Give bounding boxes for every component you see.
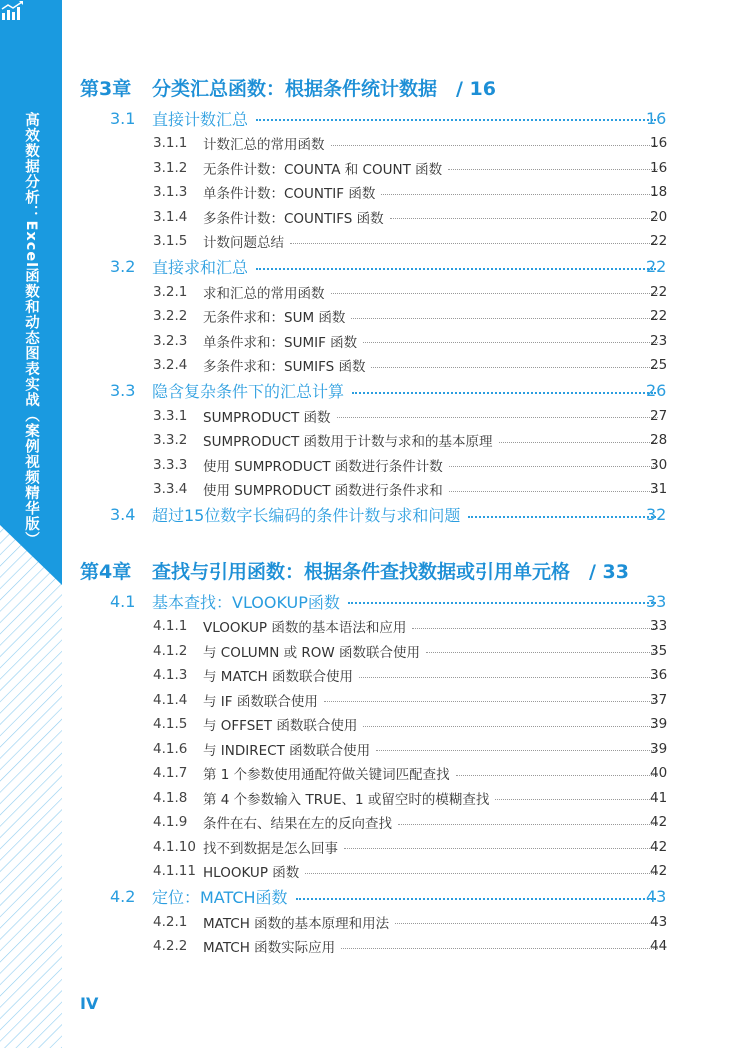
subsection-page: 42 [650,863,668,879]
subsection-title: MATCH 函数实际应用 [203,940,336,956]
subsection-title: 计数问题总结 [203,235,284,251]
subsection-title: 找不到数据是怎么回事 [203,840,338,857]
subsection-page: 39 [650,740,668,757]
dot-leader [359,677,658,678]
subsection-title: MATCH 函数的基本原理和用法 [203,915,390,932]
subsection-number: 3.1.4 [153,208,188,225]
subsection-page: 43 [650,913,668,930]
dot-leader [395,923,658,924]
dot-leader [468,516,656,518]
subsection-title: 单条件计数：COUNTIF 函数 [203,186,376,202]
toc-subsection[interactable] [0,454,750,476]
chapter-title: 查找与引用函数：根据条件查找数据或引用单元格 / 33 [152,560,629,583]
toc-section[interactable] [0,589,750,613]
dot-leader [352,392,656,394]
toc-subsection[interactable] [0,157,750,179]
subsection-number: 3.2.1 [153,283,188,300]
section-number: 3.1 [110,108,136,128]
section-title: 基本查找：VLOOKUP函数 [152,592,340,612]
subsection-page: 37 [650,691,668,708]
section-title: 直接计数汇总 [152,109,249,129]
dot-leader [449,466,658,467]
subsection-number: 3.3.1 [153,407,188,424]
subsection-page: 18 [650,184,668,200]
subsection-page: 41 [650,789,668,806]
subsection-page: 22 [650,283,668,300]
toc-section[interactable] [0,379,750,403]
toc-subsection[interactable] [0,305,750,327]
subsection-number: 3.2.3 [153,332,188,349]
chapter-number: 第3章 [80,77,132,100]
subsection-title: 求和汇总的常用函数 [203,285,325,302]
subsection-page: 42 [650,814,668,830]
toc-subsection[interactable] [0,132,750,154]
subsection-page: 23 [650,332,668,349]
subsection-page: 25 [650,357,668,373]
dot-leader [381,194,658,195]
subsection-title: 使用 SUMPRODUCT 函数进行条件求和 [203,483,443,499]
subsection-page: 20 [650,208,668,225]
section-title: 直接求和汇总 [152,258,249,277]
subsection-number: 4.1.9 [153,814,188,830]
dot-leader [363,726,658,727]
subsection-number: 4.1.6 [153,740,188,757]
dot-leader [495,799,658,800]
subsection-number: 4.1.7 [153,765,188,781]
subsection-number: 4.1.2 [153,642,188,659]
subsection-title: 第 1 个参数使用通配符做关键词匹配查找 [203,767,450,783]
subsection-page: 31 [650,481,668,497]
dot-leader [363,342,658,343]
chapter-title: 分类汇总函数：根据条件统计数据 / 16 [152,77,496,100]
dot-leader [448,169,658,170]
section-page: 32 [646,505,667,524]
subsection-number: 4.1.1 [153,618,188,634]
subsection-title: 与 OFFSET 函数联合使用 [203,718,358,734]
subsection-title: 与 INDIRECT 函数联合使用 [203,742,371,759]
dot-leader [371,367,658,368]
toc-section[interactable] [0,503,750,527]
subsection-title: 使用 SUMPRODUCT 函数进行条件计数 [203,458,443,475]
dot-leader [290,243,658,244]
dot-leader [456,775,658,776]
chapter-heading[interactable] [0,555,750,585]
book-title-vertical: 高效数据分析：Excel函数和动态图表实战（案例视频精华版） [23,112,39,548]
subsection-title: VLOOKUP 函数的基本语法和应用 [203,620,407,636]
toc-subsection[interactable] [0,206,750,228]
subsection-title: 单条件求和：SUMIF 函数 [203,334,358,351]
toc-subsection[interactable] [0,762,750,784]
subsection-title: 无条件计数：COUNTA 和 COUNT 函数 [203,161,443,178]
dot-leader [331,293,659,294]
subsection-title: 无条件求和：SUM 函数 [203,310,346,326]
subsection-number: 3.3.3 [153,456,188,473]
subsection-number: 4.1.10 [153,838,196,855]
subsection-page: 39 [650,716,668,732]
section-title: 超过15位数字长编码的条件计数与求和问题 [152,506,461,525]
subsection-number: 4.1.8 [153,789,188,806]
subsection-title: SUMPRODUCT 函数 [203,409,331,426]
dot-leader [331,145,659,146]
chapter-number: 第4章 [80,560,132,583]
dot-leader [337,417,659,418]
toc-subsection[interactable] [0,935,750,957]
subsection-number: 3.2.2 [153,308,188,324]
subsection-title: 多条件计数：COUNTIFS 函数 [203,210,384,227]
subsection-page: 28 [650,432,668,448]
section-page: 22 [646,257,667,276]
toc-subsection[interactable] [0,811,750,833]
subsection-page: 42 [650,838,668,855]
toc-subsection[interactable] [0,911,750,933]
section-page: 43 [646,887,667,906]
subsection-page: 27 [650,407,668,424]
toc-subsection[interactable] [0,405,750,427]
section-number: 4.1 [110,591,136,611]
toc-section[interactable] [0,885,750,909]
subsection-number: 4.2.2 [153,938,188,954]
dot-leader [305,873,658,874]
subsection-number: 3.1.1 [153,135,188,151]
section-number: 3.4 [110,505,136,524]
section-title: 隐含复杂条件下的汇总计算 [152,382,345,401]
chapter-heading[interactable] [0,72,750,102]
subsection-page: 36 [650,667,668,683]
dot-leader [376,750,658,751]
subsection-title: 计数汇总的常用函数 [203,137,325,153]
section-number: 3.3 [110,381,136,400]
subsection-title: 条件在右、结果在左的反向查找 [203,816,392,832]
subsection-title: 多条件求和：SUMIFS 函数 [203,359,366,375]
subsection-number: 4.1.3 [153,667,188,683]
section-page: 16 [646,108,667,128]
bar-chart-icon [0,0,26,22]
subsection-title: HLOOKUP 函数 [203,865,300,881]
dot-leader [324,701,658,702]
toc-subsection[interactable] [0,860,750,882]
section-page: 33 [646,591,667,611]
subsection-number: 4.1.4 [153,691,188,708]
section-title: 定位：MATCH函数 [152,888,288,907]
dot-leader [341,948,658,949]
toc-subsection[interactable] [0,354,750,376]
subsection-page: 44 [650,938,668,954]
subsection-page: 16 [650,159,668,176]
subsection-title: 与 MATCH 函数联合使用 [203,669,353,685]
toc-subsection[interactable] [0,230,750,252]
subsection-title: 与 COLUMN 或 ROW 函数联合使用 [203,644,421,661]
toc-subsection[interactable] [0,738,750,760]
subsection-title: 第 4 个参数输入 TRUE、1 或留空时的模糊查找 [203,791,490,808]
subsection-number: 3.3.2 [153,432,188,448]
dot-leader [256,268,656,270]
subsection-page: 16 [650,135,668,151]
subsection-page: 30 [650,456,668,473]
dot-leader [398,824,658,825]
subsection-number: 3.3.4 [153,481,188,497]
subsection-number: 3.1.5 [153,233,188,249]
subsection-number: 3.1.2 [153,159,188,176]
dot-leader [449,491,658,492]
subsection-page: 40 [650,765,668,781]
dot-leader [351,318,658,319]
toc-subsection[interactable] [0,836,750,858]
subsection-number: 4.1.5 [153,716,188,732]
toc-subsection[interactable] [0,787,750,809]
subsection-page: 22 [650,308,668,324]
toc-subsection[interactable] [0,281,750,303]
section-page: 26 [646,381,667,400]
page-number: IV [80,994,99,1013]
subsection-number: 4.2.1 [153,913,188,930]
subsection-page: 33 [650,618,668,634]
dot-leader [426,652,658,653]
dot-leader [348,602,656,604]
toc-section[interactable] [0,255,750,279]
toc-subsection[interactable] [0,330,750,352]
subsection-page: 22 [650,233,668,249]
toc-subsection[interactable] [0,689,750,711]
toc-subsection[interactable] [0,640,750,662]
subsection-title: SUMPRODUCT 函数用于计数与求和的基本原理 [203,434,493,450]
subsection-page: 35 [650,642,668,659]
dot-leader [412,628,658,629]
toc-subsection[interactable] [0,429,750,451]
toc-subsection[interactable] [0,478,750,500]
subsection-title: 与 IF 函数联合使用 [203,693,318,710]
subsection-number: 4.1.11 [153,863,196,879]
subsection-number: 3.1.3 [153,184,188,200]
dot-leader [499,442,659,443]
dot-leader [296,898,656,900]
toc-subsection[interactable] [0,181,750,203]
toc-subsection[interactable] [0,615,750,637]
toc-subsection[interactable] [0,664,750,686]
subsection-number: 3.2.4 [153,357,188,373]
section-number: 4.2 [110,887,136,906]
dot-leader [256,119,656,121]
toc-subsection[interactable] [0,713,750,735]
dot-leader [390,218,658,219]
dot-leader [344,848,658,849]
toc-section[interactable] [0,106,750,130]
section-number: 3.2 [110,257,136,276]
